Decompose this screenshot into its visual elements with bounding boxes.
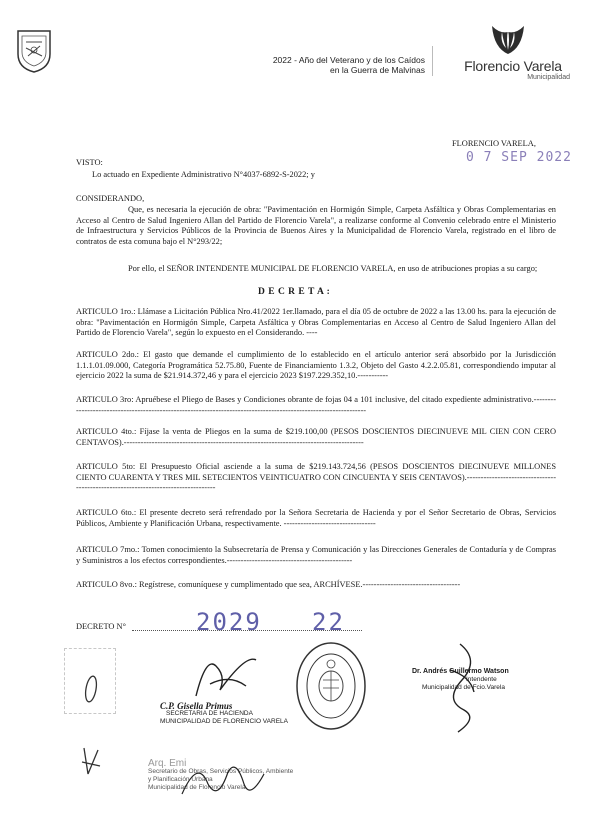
- year-motto: [190, 55, 425, 75]
- signature-left-name: C.P. Gisella Primus: [160, 701, 233, 711]
- date-stamp: 0 7 SEP 2022: [466, 150, 572, 165]
- visto-title: VISTO:: [76, 158, 103, 167]
- article-2: ARTICULO 2do.: El gasto que demande el cumplimiento de lo establecido en el artículo anterior será absorbido por la Jurisdicción 1.1.1.01.09.000, Categoría Programática 52.75.80, Fuente de Financiamiento 1.3.2, Objeto del Gasto 4.2.2.05.81, correspondiendo imputar al ejercicio 2022 la suma de $21.914.372,46 y para el ejercicio 2023 $197.229.352,10.-----------: [76, 350, 556, 380]
- signature-left-role2: MUNICIPALIDAD DE FLORENCIO VARELA: [160, 718, 288, 725]
- considerando-p1: Que, es necesaria la ejecución de obra: "Pavimentación en Hormigón Simple, Carpeta Asfáltica y Obras Complementarias en Acceso al Centro de Salud Ingeniero Allan del Partido de Florencio Varela", a realizarse conforme al Convenio celebrado entre el Ministerio de Infraestructura y Servicios Públicos de la Provincia de Buenos Aires y la Municipalidad de Florencio Varela, registrado en el libro de contratos de esta comuna bajo el N°293/22;: [76, 205, 556, 246]
- year-motto-line2: en la Guerra de Malvinas: [330, 65, 425, 75]
- article-3: ARTICULO 3ro: Apruébese el Pliego de Bases y Condiciones obrante de fojas 04 a 101 inclusive, del citado expediente administrativo.----------------------------------------------------------------------------------------------------------------: [76, 395, 556, 415]
- article-4: ARTICULO 4to.: Fíjase la venta de Pliegos en la suma de $219.100,00 (PESOS DOSCIENTOS DIECINUEVE MIL CIEN CON CERO CENTAVOS).--------------------------------------------------------------------------------------: [76, 427, 556, 447]
- article-8: ARTICULO 8vo.: Regístrese, comuníquese y cumplimentado que sea, ARCHÍVESE.-----------------------------------: [76, 580, 461, 589]
- decreta-title: D E C R E T A :: [258, 287, 331, 297]
- considerando-p2: Por ello, el SEÑOR INTENDENTE MUNICIPAL DE FLORENCIO VARELA, en uso de atribuciones propias a su cargo;: [128, 264, 538, 273]
- handwritten-initial-icon: [82, 672, 100, 711]
- considerando-title: CONSIDERANDO,: [76, 194, 145, 203]
- handwritten-mark-icon: [78, 744, 104, 783]
- decreto-number: 2029: [196, 608, 262, 636]
- signature-left-role1: SECRETARIA DE HACIENDA: [166, 710, 253, 717]
- signature-right-org: Municipalidad de Fcio.Varela: [422, 684, 505, 691]
- signature-bottom-org: Municipalidad de Florencio Varela: [148, 784, 246, 791]
- municipal-seal: [294, 640, 368, 732]
- year-motto-line1: 2022 - Año del Veterano y de los Caídos: [272, 55, 425, 65]
- crest-logo: [14, 28, 54, 74]
- place-label: FLORENCIO VARELA,: [452, 139, 536, 148]
- brand-logo-icon: [488, 22, 528, 58]
- brand-name: Florencio Varela: [464, 58, 562, 74]
- header-divider: [432, 46, 433, 76]
- decreto-underline: [132, 630, 362, 631]
- signature-bottom-role: Secretario de Obras, Servicios Públicos, Ambiente y Planificación Urbana: [148, 768, 294, 783]
- signature-bottom-icon: [178, 754, 268, 809]
- decreto-label: DECRETO N°: [76, 622, 126, 631]
- article-6: ARTICULO 6to.: El presente decreto será refrendado por la Señora Secretaria de Hacienda y por el Señor Secretario de Obras, Servicios Públicos, Ambiente y Planificación Urbana, respectivamente. ---------------------------------: [76, 508, 556, 528]
- signature-left-icon: [186, 646, 266, 707]
- visto-text: Lo actuado en Expediente Administrativo N°4037-6892-S-2022; y: [92, 170, 315, 179]
- signature-bottom-name: Arq. Emi: [148, 758, 187, 769]
- brand-sub: Municipalidad: [527, 74, 570, 81]
- signature-right-block: [412, 668, 562, 692]
- signature-right-role: Intendente: [466, 676, 497, 683]
- article-7: ARTICULO 7mo.: Tomen conocimiento la Subsecretaría de Prensa y Comunicación y las Direcciones Generales de Contaduría y de Compras y Suministros a los efectos correspondientes.---------------------------------------------: [76, 545, 556, 565]
- article-5: ARTICULO 5to: El Presupuesto Oficial asciende a la suma de $219.143.724,56 (PESOS DOSCIENTOS DIECINUEVE MILLONES CIENTO CUARENTA Y TRES MIL SETECIENTOS VEINTICUATRO CON CINCUENTA Y SEIS CENTAVOS).----------------------------------------------------------------------------------: [76, 462, 556, 492]
- signature-left-block: [160, 702, 310, 726]
- signature-right-name: Dr. Andrés Guillermo Watson: [412, 668, 509, 675]
- decreto-year: 22: [312, 608, 345, 636]
- article-1: ARTICULO 1ro.: Llámase a Licitación Pública Nro.41/2022 1er.llamado, para el día 05 de octubre de 2022 a las 13.00 hs. para la ejecución de obra: "Pavimentación en Hormigón Simple, Carpeta Asfáltica y Obras Complementarias en Acceso al Centro de Salud Ingeniero Allan del Partido de Florencio Varela", según lo expuesto en el Considerando. ----: [76, 307, 556, 337]
